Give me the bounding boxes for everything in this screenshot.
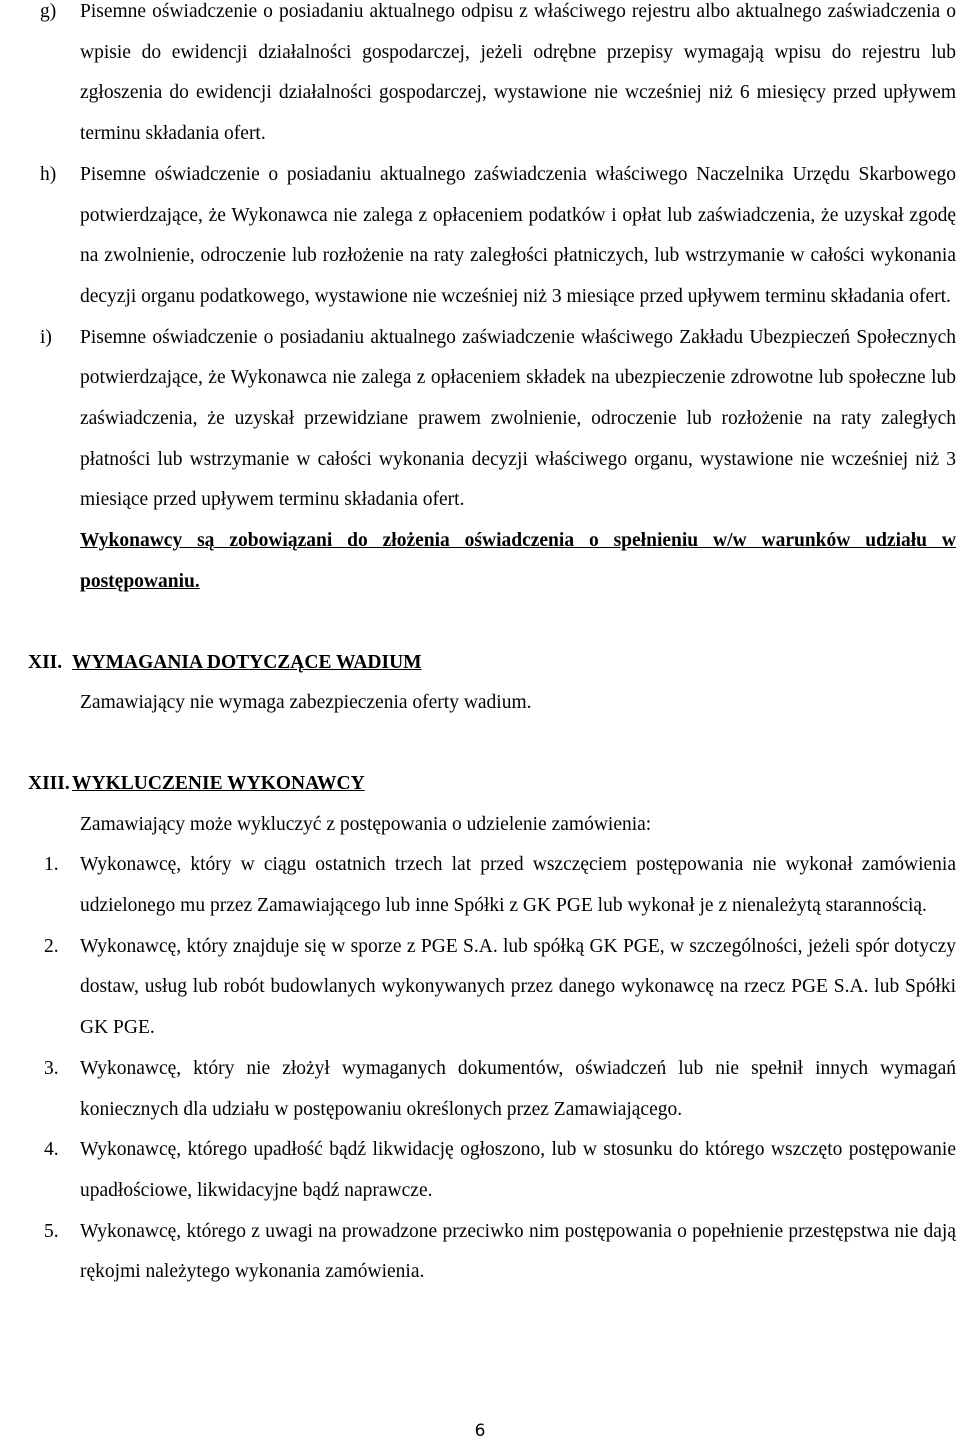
list-marker: i) xyxy=(40,326,52,348)
section-xiii-intro: Zamawiający może wykluczyć z postępowania o udzielenie zamówienia: xyxy=(80,813,652,835)
section-xiii-heading xyxy=(0,764,960,805)
list-marker: 4. xyxy=(44,1139,59,1161)
list-item-text: Pisemne oświadczenie o posiadaniu aktualnego zaświadczenia właściwego Naczelnika Urzędu Skarbowego potwierdzające, że Wykonawca nie zalega z opłaceniem podatków i opłat lub zaświadczenia, że uzyskał zgodę na zwolnienie, odroczenie lub rozłożenie na raty zaległości płatniczych, lub wstrzymanie w całości wykonania decyzji organu podatkowego, wystawione nie wcześniej niż 3 miesiące przed upływem terminu składania ofert. xyxy=(80,163,956,307)
page-number: 6 xyxy=(474,1421,486,1441)
list-item-text: Wykonawcę, który w ciągu ostatnich trzech lat przed wszczęciem postępowania nie wykonał zamówienia udzielonego mu przez Zamawiającego lub inne Spółki z GK PGE lub wykonał je z nienależytą starannością. xyxy=(80,854,956,917)
spacer xyxy=(0,724,960,764)
list-item-text: Wykonawcę, który znajduje się w sporze z PGE S.A. lub spółką GK PGE, w szczególności, jeżeli spór dotyczy dostaw, usług lub robót budowlanych wykonywanych przez danego wykonawcę na rzecz PGE S.A. lub Spółki GK PGE. xyxy=(80,935,956,1039)
list-marker: 3. xyxy=(44,1057,59,1079)
exclusion-item-1 xyxy=(0,845,960,926)
list-item-text: Wykonawcę, którego upadłość bądź likwidację ogłoszono, lub w stosunku do którego wszczęto postępowanie upadłościowe, likwidacyjne bądź naprawcze. xyxy=(80,1139,956,1201)
list-item-text: Wykonawcę, którego z uwagi na prowadzone przeciwko nim postępowania o popełnienie przestępstwa nie dają rękojmi należytego wykonania zamówienia. xyxy=(80,1220,956,1283)
section-xii-body: Zamawiający nie wymaga zabezpieczenia oferty wadium. xyxy=(80,692,532,714)
obligation-notice: Wykonawcy są zobowiązani do złożenia oświadczenia o spełnieniu w/w warunków udziału w postępowaniu. xyxy=(80,530,956,592)
section-xii-heading xyxy=(0,643,960,684)
spacer xyxy=(0,603,960,643)
list-marker: 5. xyxy=(44,1220,59,1242)
exclusion-item-3 xyxy=(0,1049,960,1130)
section-number: XII. xyxy=(28,651,63,673)
section-number: XIII. xyxy=(28,772,70,794)
list-item-h xyxy=(0,155,960,318)
exclusion-item-5 xyxy=(0,1212,960,1293)
section-title: WYMAGANIA DOTYCZĄCE WADIUM xyxy=(72,651,422,673)
list-item-text: Pisemne oświadczenie o posiadaniu aktualnego odpisu z właściwego rejestru albo aktualnego zaświadczenia o wpisie do ewidencji działalności gospodarczej, jeżeli odrębne przepisy wymagają wpisu do rejestru lub zgłoszenia do ewidencji działalności gospodarczej, wystawione nie wcześniej niż 6 miesięcy przed upływem terminu składania ofert. xyxy=(80,1,956,145)
list-item-text: Pisemne oświadczenie o posiadaniu aktualnego zaświadczenie właściwego Zakładu Ubezpieczeń Społecznych potwierdzające, że Wykonawca nie zalega z opłaceniem składek na ubezpieczenie zdrowotne lub społeczne lub zaświadczenia, że uzyskał przewidziane prawem zwolnienie, odroczenie lub rozłożenie na raty zaległych płatności lub wstrzymanie w całości wykonania decyzji właściwego organu, wystawione nie wcześniej niż 3 miesiące przed upływem terminu składania ofert. xyxy=(80,326,956,511)
list-marker: 1. xyxy=(44,854,59,876)
list-marker: g) xyxy=(40,1,57,22)
list-marker: 2. xyxy=(44,935,59,957)
exclusion-item-2 xyxy=(0,927,960,1049)
list-item-text: Wykonawcę, który nie złożył wymaganych dokumentów, oświadczeń lub nie spełnił innych wymagań koniecznych dla udziału w postępowaniu określonych przez Zamawiającego. xyxy=(80,1057,956,1120)
list-item-g xyxy=(0,0,960,155)
exclusion-item-4 xyxy=(0,1130,960,1211)
section-title: WYKLUCZENIE WYKONAWCY xyxy=(72,772,365,794)
list-item-i xyxy=(0,318,960,522)
list-marker: h) xyxy=(40,163,57,185)
